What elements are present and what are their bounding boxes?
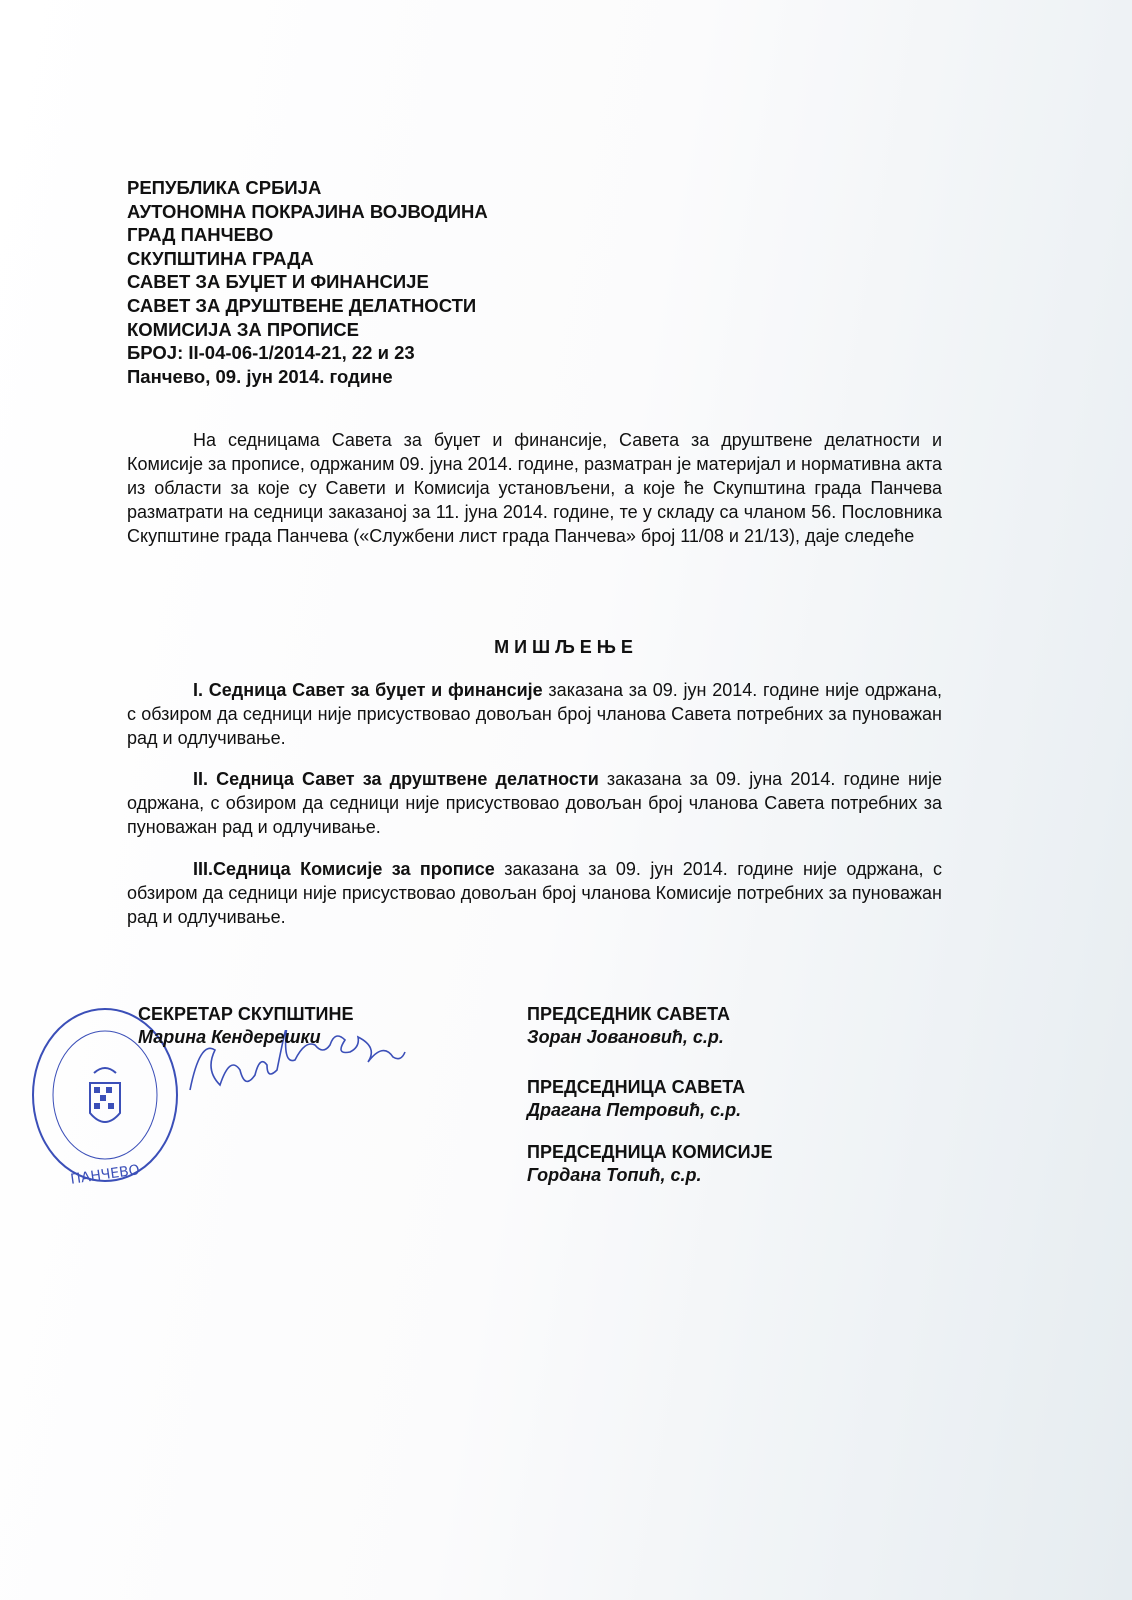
- section-text: заказана за 09. јуна 2014. године није одржана, с обзиром да седници није присуствовао довољан број чланова Савета потребних за пуноважан рад и одлучивање.: [127, 769, 942, 837]
- intro-paragraph: На седницама Савета за буџет и финансије, Савета за друштвене делатности и Комисије за прописе, одржаним 09. јуна 2014. године, разматран је материјал и нормативна акта из области за које су Савети и Комисија установљени, а које ће Скупштина града Панчева разматрати на седници заказаној за 11. јуна 2014. године, те у складу са чланом 56. Пословника Скупштине града Панчева («Службени лист града Панчева» број 11/08 и 21/13), даје следеће: [127, 430, 942, 546]
- section-2: [127, 767, 942, 839]
- header-line: САВЕТ ЗА ДРУШТВЕНЕ ДЕЛАТНОСТИ: [127, 294, 477, 316]
- header-line: КОМИСИЈА ЗА ПРОПИСЕ: [127, 318, 359, 340]
- header-line: ГРАД ПАНЧЕВО: [127, 224, 274, 246]
- section-1: [127, 678, 942, 750]
- section-text: заказана за 09. јун 2014. године није одржана, с обзиром да седници није присуствовао довољан број чланова Комисије потребних за пуноважан рад и одлучивање.: [127, 859, 942, 927]
- svg-text:ПАНЧЕВО: ПАНЧЕВО: [69, 1162, 141, 1188]
- signatory-role: ПРЕДСЕДНИЦА КОМИСИЈЕ: [527, 1142, 773, 1162]
- header-line: СКУПШТИНА ГРАДА: [127, 247, 314, 269]
- section-heading: II. Седница Савет за друштвене делатности: [193, 769, 599, 789]
- section-3: [127, 857, 942, 929]
- section-heading: I. Седница Савет за буџет и финансије: [193, 680, 543, 700]
- document-number: БРОЈ: II-04-06-1/2014-21, 22 и 23: [127, 342, 415, 364]
- signatory-name: Зоран Јовановић, с.р.: [527, 1027, 724, 1047]
- signatory-name: Гордана Топић, с.р.: [527, 1165, 702, 1185]
- section-text: заказана за 09. јун 2014. године није одржана, с обзиром да седници није присуствовао довољан број чланова Савета потребних за пуноважан рад и одлучивање.: [127, 680, 942, 748]
- section-heading: III.Седница Комисије за прописе: [193, 859, 495, 879]
- signatory-name: Марина Кендерешки: [138, 1027, 321, 1047]
- document-header: [127, 176, 488, 388]
- header-line: АУТОНОМНА ПОКРАЈИНА ВОЈВОДИНА: [127, 200, 488, 222]
- council-president-1-block: [527, 1003, 730, 1049]
- signatory-role: ПРЕДСЕДНИК САВЕТА: [527, 1004, 730, 1024]
- commission-president-block: [527, 1141, 773, 1187]
- secretary-signature-block: [138, 1003, 353, 1049]
- signatory-name: Драгана Петровић, с.р.: [527, 1100, 742, 1120]
- header-line: САВЕТ ЗА БУЏЕТ И ФИНАНСИЈЕ: [127, 271, 429, 293]
- council-president-2-block: [527, 1076, 745, 1122]
- document-title: МИШЉЕЊЕ: [494, 637, 638, 657]
- signatory-role: СЕКРЕТАР СКУПШТИНЕ: [138, 1004, 354, 1024]
- header-line: РЕПУБЛИКА СРБИЈА: [127, 177, 322, 198]
- document-date: Панчево, 09. јун 2014. године: [127, 365, 393, 387]
- signatory-role: ПРЕДСЕДНИЦА САВЕТА: [527, 1077, 746, 1097]
